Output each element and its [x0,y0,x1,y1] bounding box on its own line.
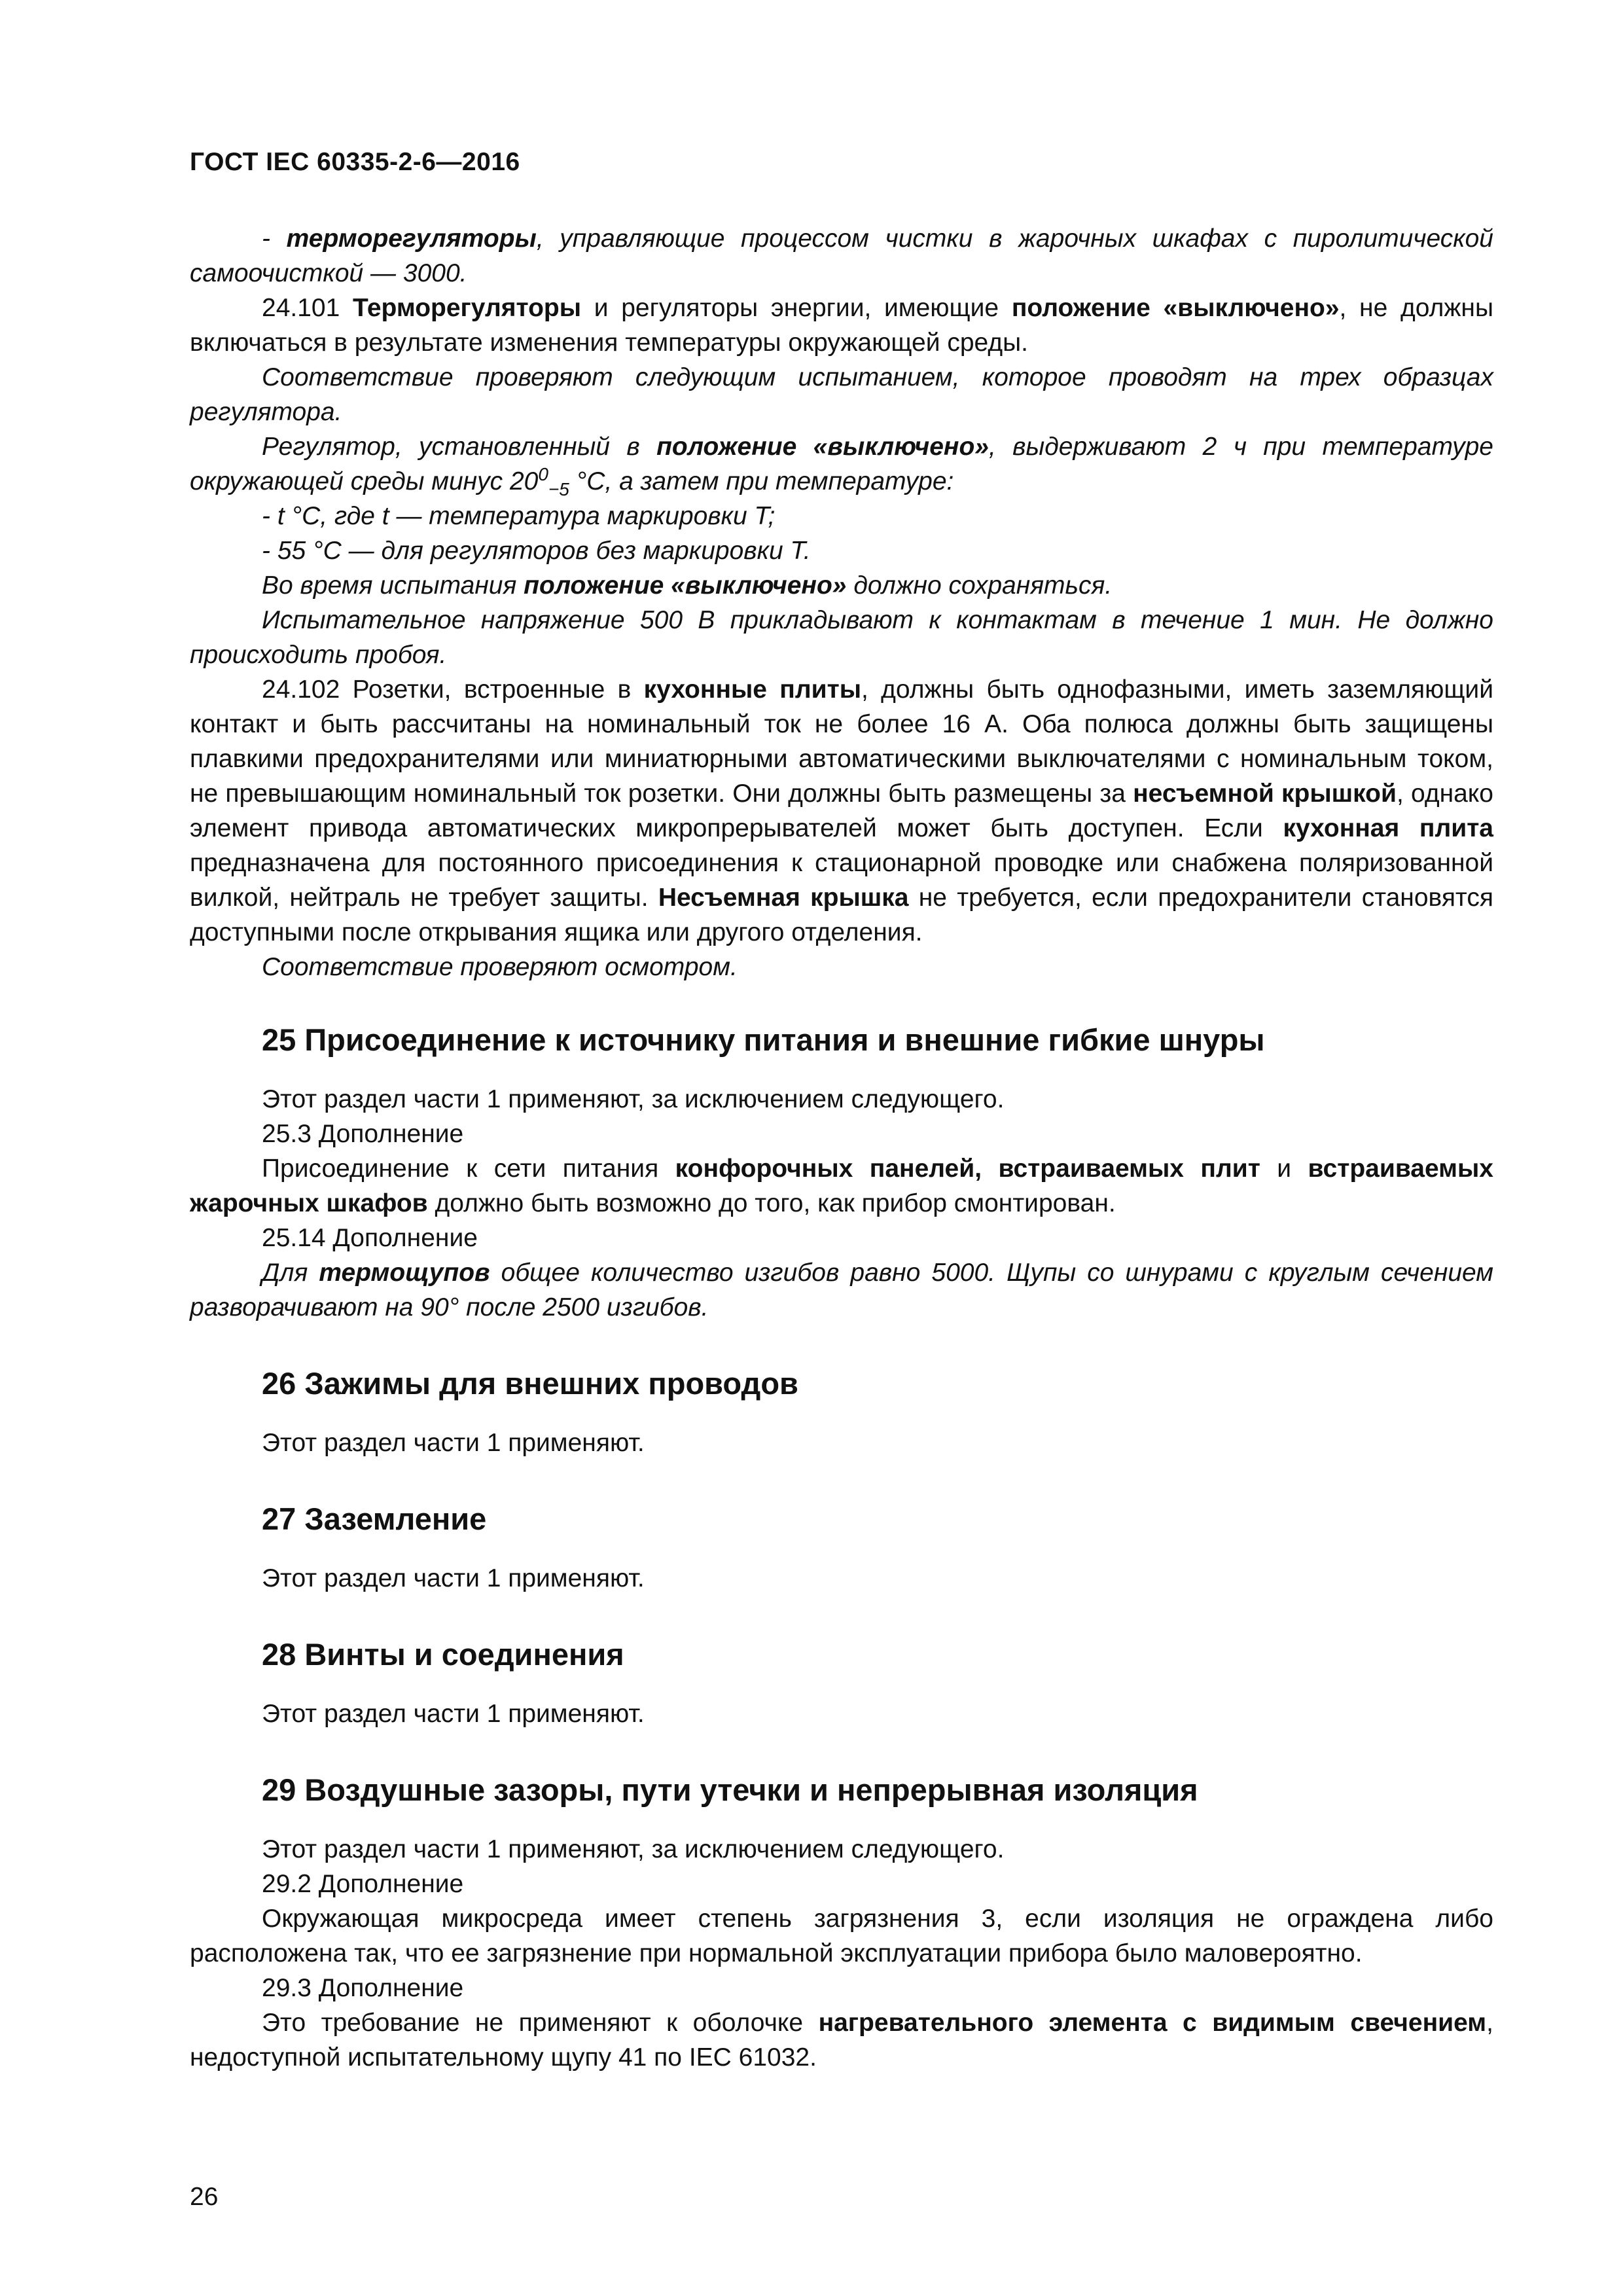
section-heading-25: 25 Присоединение к источнику питания и внешние гибкие шнуры [262,1022,1265,1057]
section-intro: Этот раздел части 1 применяют. [262,1429,645,1457]
clause-25-14: 25.14 Дополнение [262,1224,478,1252]
tolerance-lower: −5 [548,478,569,499]
text-run: 24.102 Розетки, встроенные в [262,675,644,704]
text-run: Присоединение к сети питания [262,1155,675,1183]
text-run: и регуляторы энергии, имеющие [581,294,1012,322]
clause-29-3: 29.3 Дополнение [262,1974,464,2002]
section-intro: Этот раздел части 1 применяют. [262,1564,645,1592]
text-run: , недоступной испытательному щупу 41 по IEC 61032. [190,2009,1493,2072]
regulator-test-paragraph [190,429,1493,499]
text-run: Во время испытания [262,571,524,600]
bold-term: кухонные плиты [643,675,862,704]
clause-24-101 [190,291,1493,360]
text-run: , должны быть однофазными, иметь заземляющий контакт и быть рассчитаны на номинальный ток не более 16 А. Оба полюса должны быть защищены плавкими предохранителями или миниатюрными автоматическими выключателями с номинальным током, не превышающим номинальный ток розетки. Они должны быть размещены за [190,675,1493,808]
text-run: , однако элемент привода автоматических микропрерывателей может быть доступен. Если [190,780,1493,842]
text-run: не требуется, если предохранители становятся доступными после открывания ящика или другого отделения. [190,884,1493,946]
text-run: должно быть возможно до того, как прибор смонтирован. [427,1189,1116,1217]
supply-connection-paragraph [190,1151,1493,1221]
document-body [190,221,1493,2075]
list-item: - 55 °С — для регуляторов без маркировки T. [262,537,811,565]
pollution-degree-paragraph: Окружающая микросреда имеет степень загрязнения 3, если изоляция не ограждена либо расположена так, что ее загрязнение при нормальной эксплуатации прибора было маловероятно. [190,1905,1493,1967]
tolerance-upper: 0 [538,464,548,484]
text-run: Это требование не применяют к оболочке [262,2009,819,2037]
clause-24-102 [190,672,1493,950]
bold-term: встраиваемых жарочных шкафов [190,1155,1493,1217]
text-run: Регулятор, установленный в [262,433,657,461]
text-run: и [1260,1155,1308,1183]
bold-term: конфорочных панелей, встраиваемых плит [675,1155,1260,1183]
bold-term: Несъемная крышка [658,884,909,912]
text-run: , выдерживают 2 ч при температуре окружающей среды минус 20 [190,433,1494,495]
text-run: предназначена для постоянного присоединения к стационарной проводке или снабжена поляризованной вилкой, нейтраль не требует защиты. [190,849,1493,912]
inspection-paragraph: Соответствие проверяют осмотром. [262,953,738,981]
text-run: , не должны включаться в результате изменения температуры окружающей среды. [190,294,1493,357]
glowing-element-paragraph [190,2005,1493,2075]
section-heading-27: 27 Заземление [262,1501,487,1536]
section-intro: Этот раздел части 1 применяют, за исключением следующего. [262,1085,1005,1113]
section-heading-29: 29 Воздушные зазоры, пути утечки и непрерывная изоляция [262,1772,1198,1807]
bold-term: термощупов [319,1259,490,1287]
section-heading-26: 26 Зажимы для внешних проводов [262,1366,798,1401]
section-heading-28: 28 Винты и соединения [262,1637,624,1672]
bold-term: несъемной крышкой [1133,780,1397,808]
text-run: общее количество изгибов равно 5000. Щупы со шнурами с круглым сечением разворачивают на 90° после 2500 изгибов. [190,1259,1494,1321]
page-number: 26 [190,2183,219,2211]
text-run: должно сохраняться. [846,571,1113,600]
text-run: - [262,224,287,253]
bold-term: кухонная плита [1283,814,1493,842]
bold-term: терморегуляторы [286,224,537,253]
text-run: °С, а затем при температуре: [569,467,954,495]
compliance-test-paragraph: Соответствие проверяют следующим испытанием, которое проводят на трех образцах регулятора. [190,363,1493,426]
section-intro: Этот раздел части 1 применяют. [262,1700,645,1728]
bold-term: Терморегуляторы [352,294,582,322]
paragraph-thermostats-pyrolytic [190,221,1493,291]
bold-term: положение «выключено» [656,433,989,461]
document-header: ГОСТ IEC 60335-2-6—2016 [190,148,520,176]
clause-number: 24.101 [262,294,353,322]
section-intro: Этот раздел части 1 применяют, за исключением следующего. [262,1835,1005,1863]
bold-term: положение «выключено» [1011,294,1340,322]
text-run: Для [262,1259,319,1287]
clause-25-3: 25.3 Дополнение [262,1120,464,1148]
list-item: - t °С, где t — температура маркировки T; [262,502,776,530]
off-position-paragraph [190,568,1493,603]
text-run: , управляющие процессом чистки в жарочных шкафах с пиролитической самоочисткой — 3000. [190,224,1493,287]
bold-term: нагревательного элемента с видимым свечением [818,2009,1487,2037]
bold-term: положение «выключено» [524,571,847,600]
clause-29-2: 29.2 Дополнение [262,1870,464,1898]
voltage-test-paragraph: Испытательное напряжение 500 В прикладывают к контактам в течение 1 мин. Не должно происходить пробоя. [190,606,1493,669]
probe-flex-paragraph [190,1255,1493,1325]
